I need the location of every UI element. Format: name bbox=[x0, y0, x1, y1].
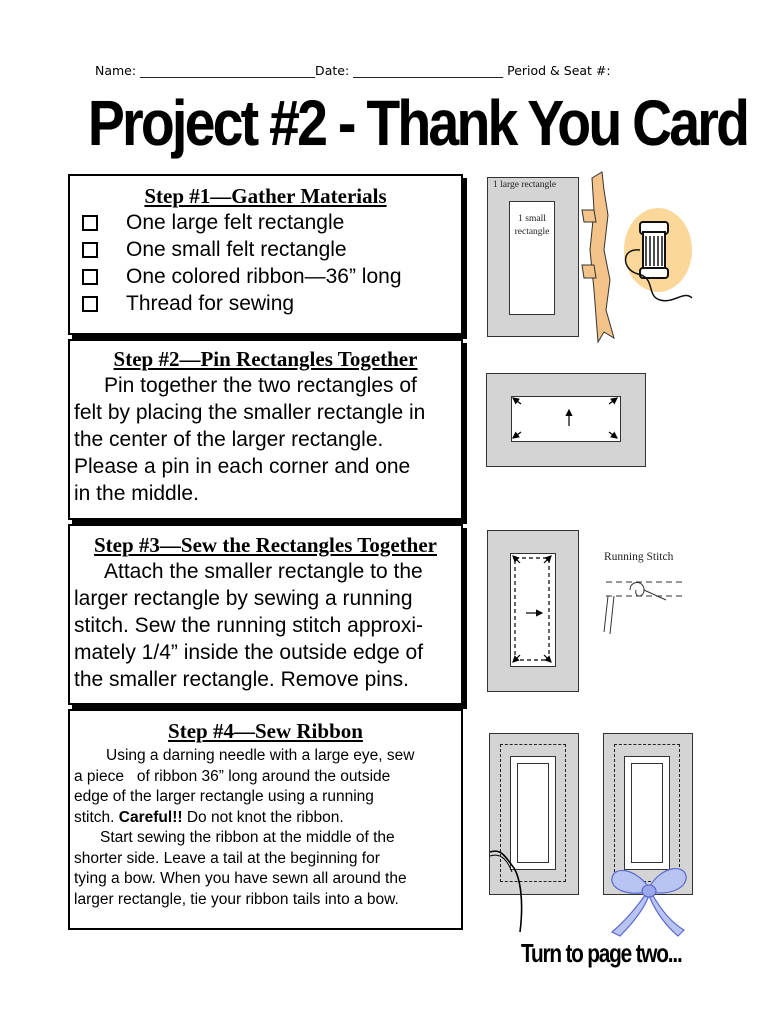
felt-strip-icon bbox=[582, 172, 614, 342]
checkbox[interactable] bbox=[82, 215, 98, 231]
step3-text bbox=[70, 558, 461, 693]
step4-line: larger rectangle, tie your ribbon tails into a bow. bbox=[74, 890, 399, 908]
step3-heading: Step #3—Sew the Rectangles Together bbox=[94, 533, 437, 557]
step2-heading: Step #2—Pin Rectangles Together bbox=[113, 347, 418, 371]
step4-line: a piece of ribbon 36” long around the outside bbox=[74, 767, 391, 785]
step4-line: edge of the larger rectangle using a running bbox=[74, 788, 374, 805]
checkbox[interactable] bbox=[82, 296, 98, 312]
turn-page-footer: Turn to page two... bbox=[521, 938, 682, 968]
checklist-item-label: One colored ribbon—36” long bbox=[126, 265, 402, 288]
step2-line: in the middle. bbox=[74, 482, 199, 505]
checkbox[interactable] bbox=[82, 242, 98, 258]
checklist-item-label: Thread for sewing bbox=[126, 292, 295, 315]
step1-box bbox=[68, 174, 463, 335]
running-stitch-illustration bbox=[600, 572, 690, 638]
figure-pinned-rectangles bbox=[486, 373, 646, 467]
felt-and-thread-clipart bbox=[580, 170, 700, 345]
step2-line: Please a pin in each corner and one bbox=[74, 455, 411, 478]
pin-arrows-icon bbox=[487, 374, 645, 466]
header-fields-line: Name: ____________________________Date: ________________________ Period & Seat #: bbox=[95, 63, 611, 78]
step4-line-end: Do not knot the ribbon. bbox=[182, 808, 344, 826]
step2-line: the center of the larger rectangle. bbox=[74, 428, 384, 451]
careful-warning: Careful!! bbox=[118, 808, 183, 826]
small-rectangle-label-line: 1 small bbox=[518, 214, 546, 224]
step4-heading: Step #4—Sew Ribbon bbox=[168, 719, 363, 743]
checklist-item-label: One large felt rectangle bbox=[126, 211, 345, 234]
step4-line: Start sewing the ribbon at the middle of the bbox=[100, 829, 395, 846]
step2-line: Pin together the two rectangles of bbox=[104, 374, 417, 397]
checklist-item-label: One small felt rectangle bbox=[126, 238, 347, 261]
step1-heading: Step #1—Gather Materials bbox=[144, 184, 387, 208]
checkbox[interactable] bbox=[82, 269, 98, 285]
step3-line: stitch. Sew the running stitch approxi- bbox=[74, 614, 424, 637]
step2-box bbox=[68, 339, 463, 520]
step4-line: tying a bow. When you have sewn all around the bbox=[74, 870, 407, 887]
materials-checklist bbox=[70, 209, 461, 317]
small-rectangle-label-line: rectangle bbox=[514, 227, 550, 237]
step4-text bbox=[70, 746, 461, 910]
figure-materials bbox=[487, 177, 579, 337]
step3-line: mately 1/4” inside the outside edge of bbox=[74, 641, 424, 664]
step2-line: felt by placing the smaller rectangle in bbox=[74, 401, 426, 424]
checklist-item[interactable] bbox=[70, 209, 461, 236]
stitch-arrows-icon bbox=[488, 531, 578, 691]
figure-sewn-rectangles bbox=[487, 530, 579, 692]
bow-icon bbox=[604, 860, 694, 942]
step4-line: Using a darning needle with a large eye, sew bbox=[106, 747, 415, 764]
checklist-item[interactable] bbox=[70, 290, 461, 317]
step4-line bbox=[74, 808, 461, 829]
thread-spool-icon bbox=[624, 208, 692, 301]
checklist-item[interactable] bbox=[70, 236, 461, 263]
step3-line: larger rectangle by sewing a running bbox=[74, 587, 413, 610]
checklist-item[interactable] bbox=[70, 263, 461, 290]
ribbon-tail-illustration bbox=[484, 840, 544, 940]
step3-line: Attach the smaller rectangle to the bbox=[104, 560, 423, 583]
small-rectangle-label bbox=[509, 213, 555, 239]
step3-box bbox=[68, 524, 463, 705]
step4-box bbox=[68, 709, 463, 930]
large-rectangle-label: 1 large rectangle bbox=[493, 180, 557, 190]
step4-line-start: stitch. bbox=[74, 808, 115, 826]
running-stitch-label: Running Stitch bbox=[604, 551, 674, 563]
step4-line: shorter side. Leave a tail at the beginning for bbox=[74, 849, 380, 867]
page-title: Project #2 - Thank You Card bbox=[88, 87, 748, 159]
step3-line: the smaller rectangle. Remove pins. bbox=[74, 668, 409, 691]
stitch-line bbox=[631, 763, 663, 863]
step2-text bbox=[70, 372, 461, 507]
